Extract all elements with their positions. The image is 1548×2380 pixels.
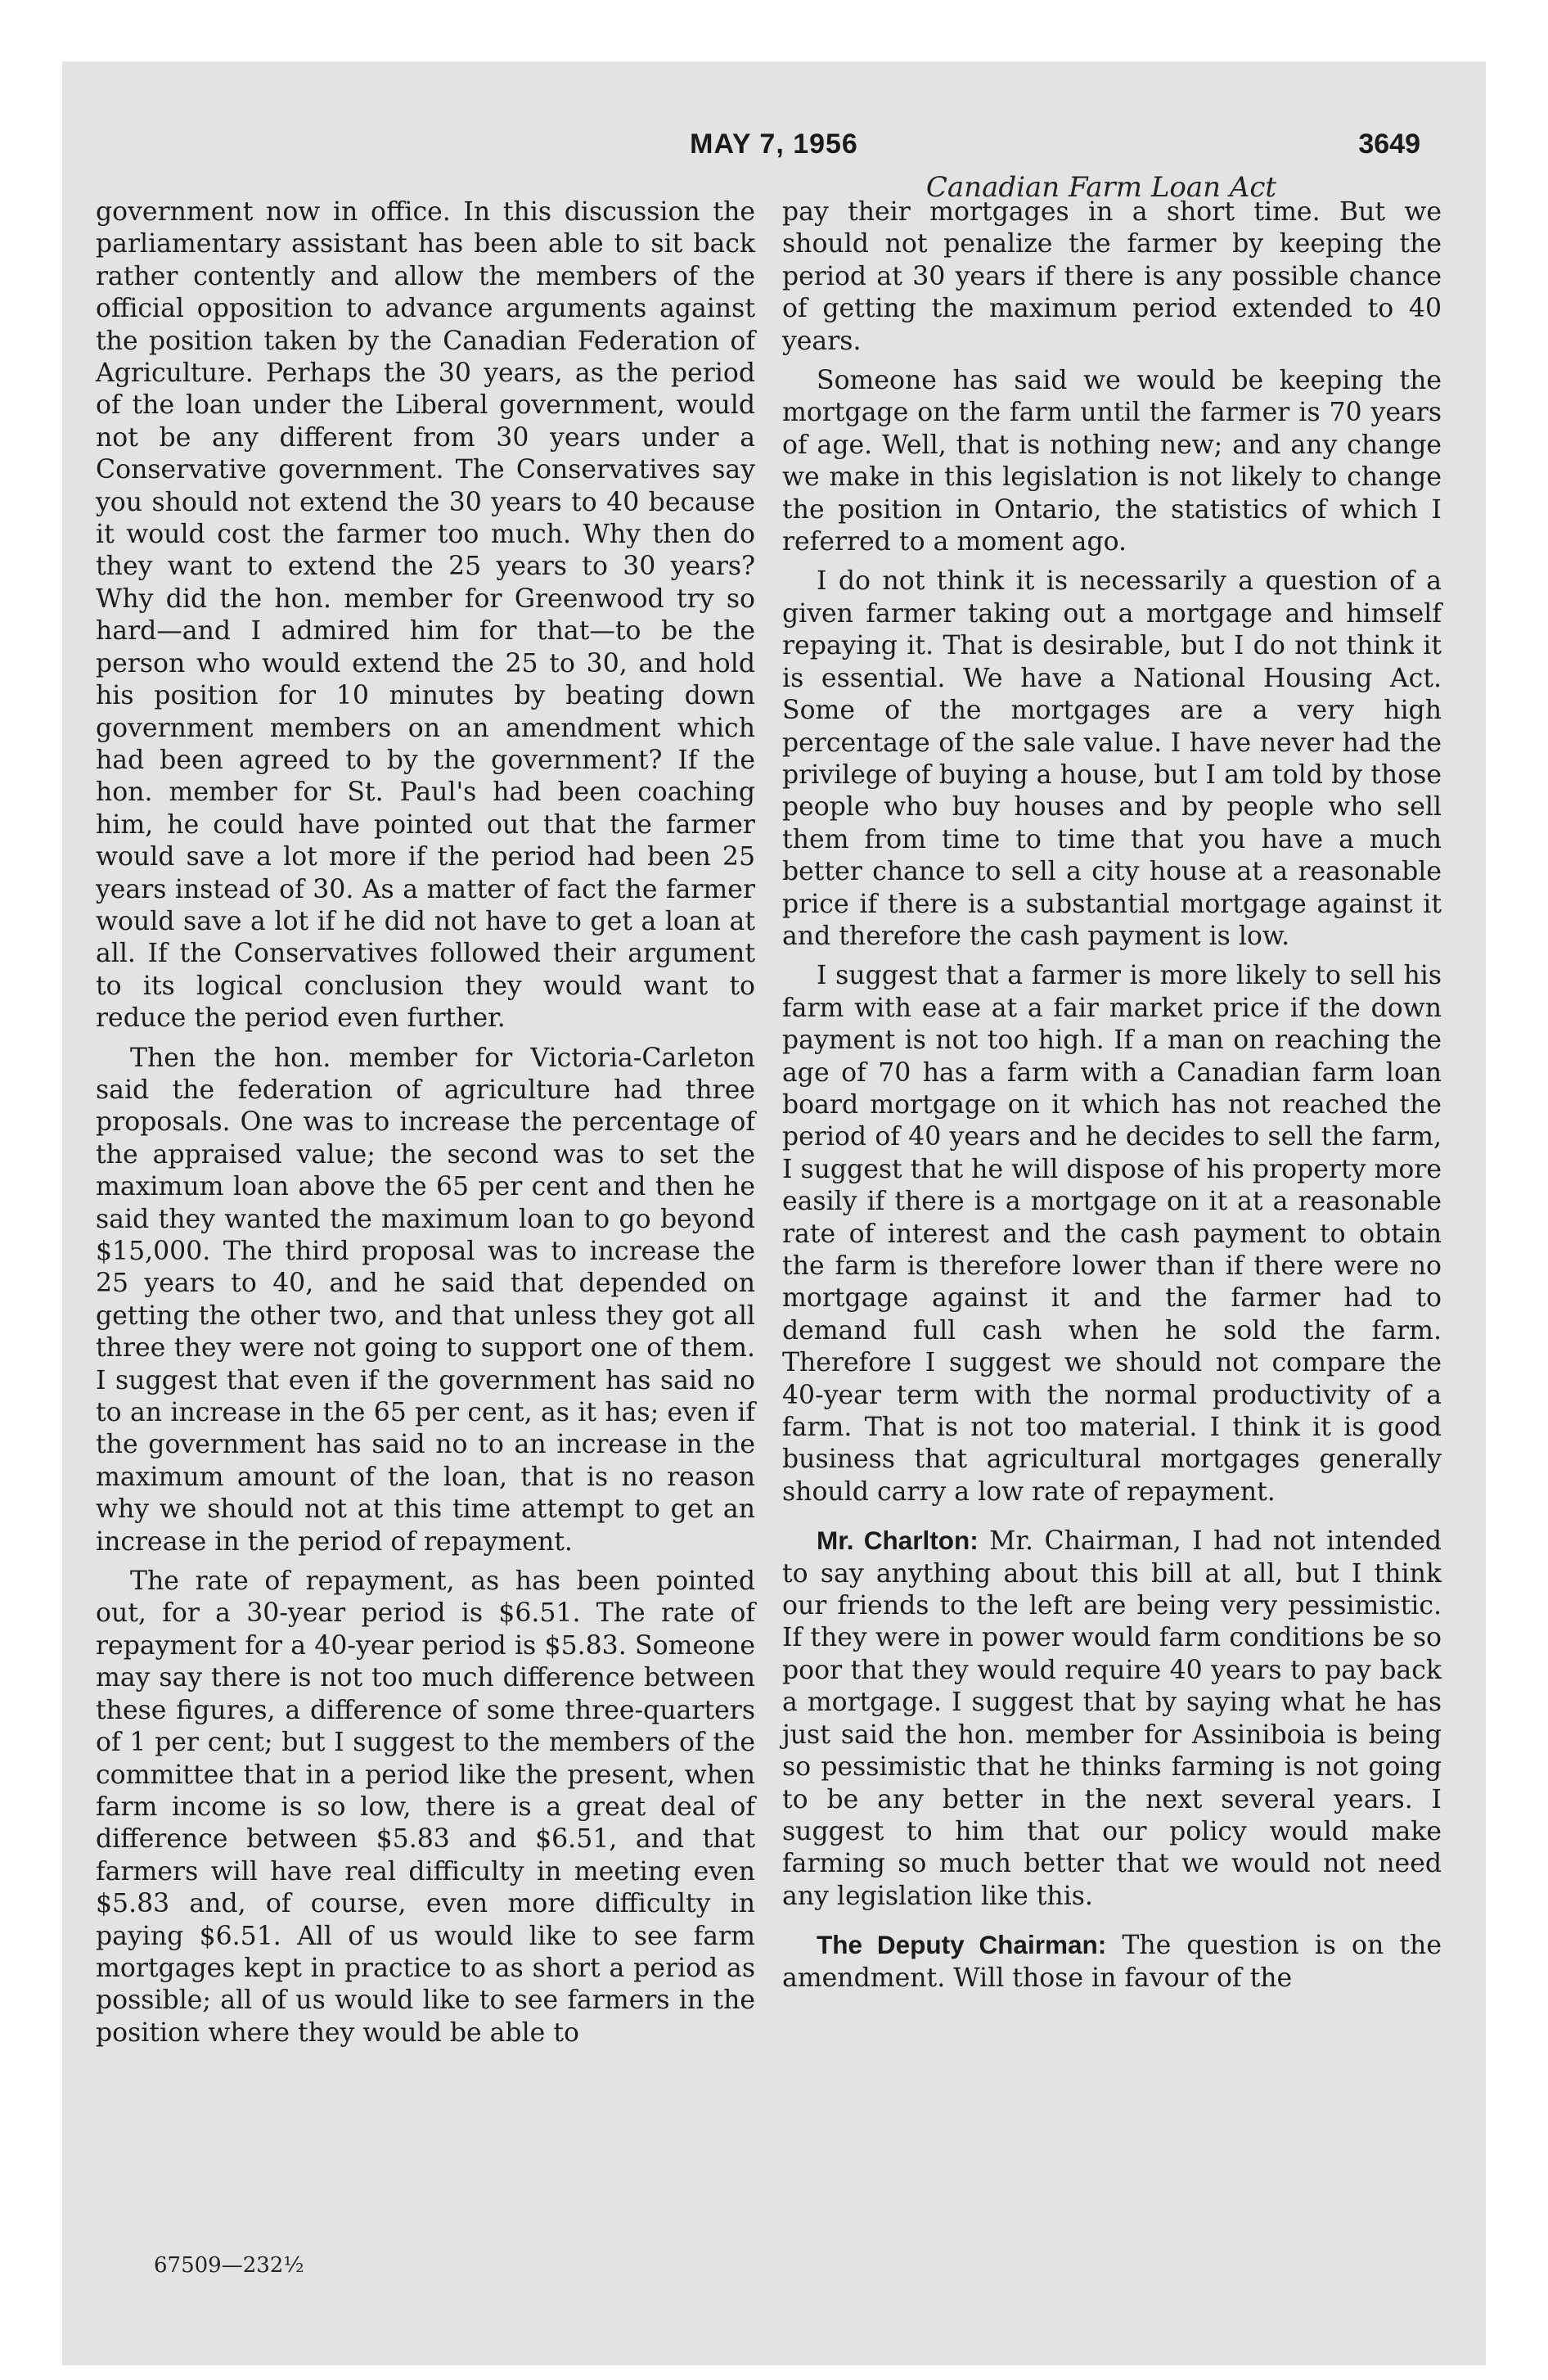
paragraph: The rate of repayment, as has been pointed out, for a 30-year period is $6.51. The rate of repayment for a 40-year period is $5.83. Someone may say there is not too much difference between these figures, a difference of some three-quarters of 1 per cent; but I suggest to the members of the committee that in a period like the present, when farm income is so low, there is a great deal of difference between $5.83 and $6.51, and that farmers will have real difficulty in meeting even $5.83 and, of course, even more difficulty in paying $6.51. All of us would like to see farm mortgages kept in practice to as short a period as possible; all of us would like to see farmers in the position where they would be able to: [96, 1566, 755, 2048]
paragraph: I do not think it is necessarily a question of a given farmer taking out a mortgage and himself repaying it. That is desirable, but I do not think it is essential. We have a National Housing Act. Some of the mortgages are a very high percentage of the sale value. I have never had the privilege of buying a house, but I am told by those people who buy houses and by people who sell them from time to time that you have a much better chance to sell a city house at a reasonable price if there is a substantial mortgage against it and therefore the cash payment is low.: [782, 566, 1442, 951]
paragraph: Someone has said we would be keeping the mortgage on the farm until the farmer is 70 years of age. Well, that is nothing new; and any change we make in this legislation is not likely to change the position in Ontario, the statistics of which I referred to a moment ago.: [782, 366, 1442, 557]
right-column: [782, 196, 1442, 2002]
speaker-name: The Deputy Chairman:: [817, 1930, 1107, 1960]
speech-paragraph: [782, 1525, 1442, 1913]
speech-paragraph: [782, 1929, 1442, 1995]
paragraph: Then the hon. member for Victoria-Carleton said the federation of agriculture had three proposals. One was to increase the percentage of the appraised value; the second was to set the maximum loan above the 65 per cent and then he said they wanted the maximum loan to go beyond $15,000. The third proposal was to increase the 25 years to 40, and he said that depended on getting the other two, and that unless they got all three they were not going to support one of them. I suggest that even if the government has said no to an increase in the 65 per cent, as it has; even if the government has said no to an increase in the maximum amount of the loan, that is no reason why we should not at this time attempt to get an increase in the period of repayment.: [96, 1043, 755, 1557]
left-column: [96, 196, 755, 2057]
scanned-page: [62, 61, 1486, 2365]
speaker-name: Mr. Charlton:: [817, 1526, 979, 1556]
paragraph: government now in office. In this discussion the parliamentary assistant has been able to sit back rather contently and allow the members of the official opposition to advance arguments against the position taken by the Canadian Federation of Agriculture. Perhaps the 30 years, as the period of the loan under the Liberal government, would not be any different from 30 years under a Conservative government. The Conservatives say you should not extend the 30 years to 40 because it would cost the farmer too much. Why then do they want to extend the 25 years to 30 years? Why did the hon. member for Greenwood try so hard—and I admired him for that—to be the person who would extend the 25 to 30, and hold his position for 10 minutes by beating down government members on an amendment which had been agreed to by the government? If the hon. member for St. Paul's had been coaching him, he could have pointed out that the farmer would save a lot more if the period had been 25 years instead of 30. As a matter of fact the farmer would save a lot if he did not have to get a loan at all. If the Conservatives followed their argument to its logical conclusion they would want to reduce the period even further.: [96, 197, 755, 1034]
speech-text: Mr. Chairman, I had not intended to say anything about this bill at all, but I think our friends to the left are being very pessimistic. If they were in power would farm conditions be so poor that they would require 40 years to pay back a mortgage. I suggest that by saying what he has just said the hon. member for Assiniboia is being so pessimistic that he thinks farming is not going to be any better in the next several years. I suggest to him that our policy would make farming so much better that we would not need any legislation like this.: [782, 1526, 1442, 1911]
header-date: MAY 7, 1956: [690, 128, 858, 160]
printer-signature: 67509—232½: [154, 2253, 304, 2278]
speech-text: The question is on the amendment. Will those in favour of the: [782, 1931, 1442, 1993]
paragraph: I suggest that a farmer is more likely to sell his farm with ease at a fair market price if the down payment is not too high. If a man on reaching the age of 70 has a farm with a Canadian farm loan board mortgage on it which has not reached the period of 40 years and he decides to sell the farm, I suggest that he will dispose of his property more easily if there is a mortgage on it at a reasonable rate of interest and the cash payment to obtain the farm is therefore lower than if there were no mortgage against it and the farmer had to demand full cash when he sold the farm. Therefore I suggest we should not compare the 40-year term with the normal productivity of a farm. That is not too material. I think it is good business that agricultural mortgages generally should carry a low rate of repayment.: [782, 961, 1442, 1507]
page-header: [62, 128, 1486, 204]
running-title: Canadian Farm Loan Act: [925, 171, 1277, 204]
paragraph: pay their mortgages in a short time. But we should not penalize the farmer by keeping the period at 30 years if there is any possible chance of getting the maximum period extended to 40 years.: [782, 197, 1442, 356]
page-number: 3649: [1358, 128, 1420, 160]
